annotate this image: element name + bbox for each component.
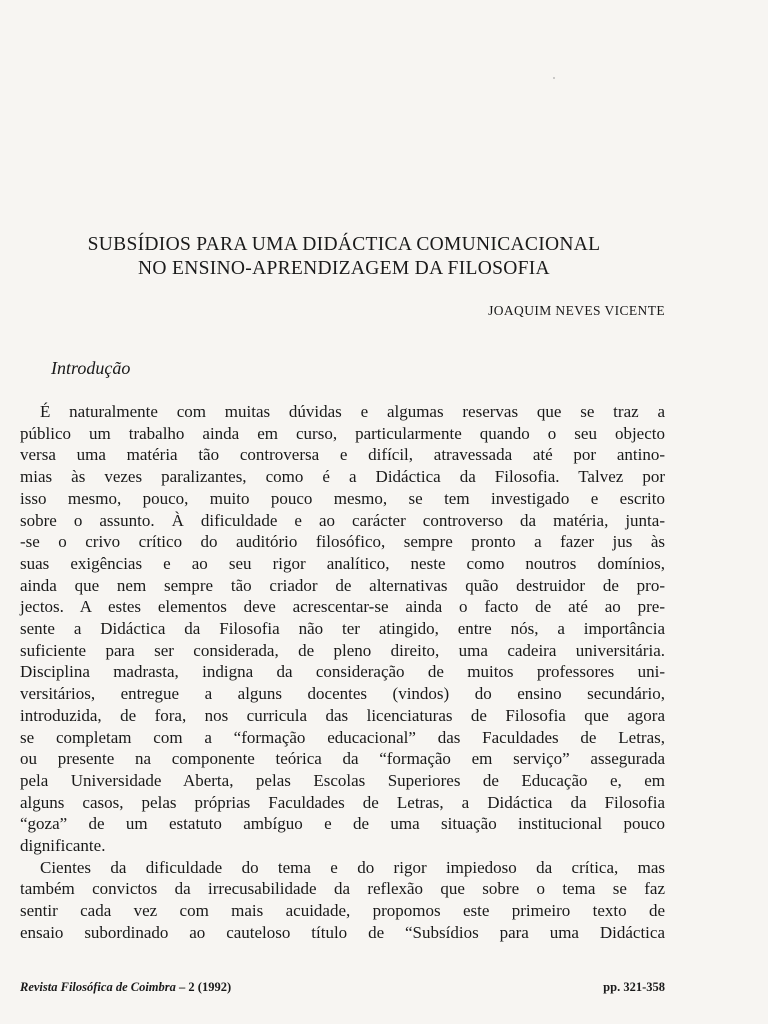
journal-name: Revista Filosófica de Coimbra <box>20 980 176 994</box>
text-line: dignificante. <box>20 836 106 856</box>
author-name: JOAQUIM NEVES VICENTE <box>488 303 665 318</box>
text-line: versa uma matéria tão controversa e difícil, atravessada até por antino- <box>20 445 665 465</box>
text-line: também convictos da irrecusabilidade da reflexão que sobre o tema se faz <box>20 879 665 899</box>
text-line: suficiente para ser considerada, de pleno direito, uma cadeira universitária. <box>20 640 665 660</box>
text-line: “goza” de um estatuto ambíguo e de uma situação institucional pouco <box>20 814 665 834</box>
text-line: ensaio subordinado ao cauteloso título de “Subsídios para uma Didáctica <box>20 922 665 942</box>
journal-citation <box>20 980 231 995</box>
text-line: jectos. A estes elementos deve acrescentar-se ainda o facto de até ao pre- <box>20 597 665 617</box>
scan-speck <box>553 77 555 79</box>
journal-issue: – 2 (1992) <box>175 980 232 994</box>
text-line: Cientes da dificuldade do tema e do rigor impiedoso da crítica, mas <box>40 857 665 877</box>
article-title <box>20 233 668 281</box>
text-line: público um trabalho ainda em curso, particularmente quando o seu objecto <box>20 423 665 443</box>
title-line-2: NO ENSINO-APRENDIZAGEM DA FILOSOFIA <box>138 258 550 279</box>
text-line: É naturalmente com muitas dúvidas e algumas reservas que se traz a <box>40 402 665 421</box>
text-line: ainda que nem sempre tão criador de alternativas quão destruidor de pro- <box>20 575 665 595</box>
text-line: se completam com a “formação educacional” das Faculdades de Letras, <box>20 727 665 747</box>
title-line-1: SUBSÍDIOS PARA UMA DIDÁCTICA COMUNICACIONAL <box>87 234 601 255</box>
text-line: pela Universidade Aberta, pelas Escolas Superiores de Educação e, em <box>20 770 665 790</box>
text-line: sobre o assunto. À dificuldade e ao carácter controverso da matéria, junta- <box>20 510 665 530</box>
paragraph-1 <box>20 401 665 857</box>
article-body <box>20 401 665 944</box>
paragraph-2 <box>20 857 665 944</box>
text-line: suas exigências e ao seu rigor analítico, neste como noutros domínios, <box>20 553 665 573</box>
text-line: ou presente na componente teórica da “formação em serviço” assegurada <box>20 749 665 769</box>
text-line: -se o crivo crítico do auditório filosófico, sempre pronto a fazer jus às <box>20 532 665 552</box>
section-heading: Introdução <box>51 358 131 378</box>
text-line: alguns casos, pelas próprias Faculdades de Letras, a Didáctica da Filosofia <box>20 792 665 812</box>
page-range: pp. 321-358 <box>603 980 665 994</box>
text-line: sentir cada vez com mais acuidade, propomos este primeiro texto de <box>20 901 665 921</box>
text-line: sente a Didáctica da Filosofia não ter atingido, entre nós, a importância <box>20 619 665 639</box>
text-line: isso mesmo, pouco, muito pouco mesmo, se tem investigado e escrito <box>20 488 665 508</box>
text-line: mias às vezes paralizantes, como é a Didáctica da Filosofia. Talvez por <box>20 467 665 487</box>
text-line: introduzida, de fora, nos curricula das licenciaturas de Filosofia que agora <box>20 705 665 725</box>
text-line: Disciplina madrasta, indigna da consideração de muitos professores uni- <box>20 662 665 682</box>
text-line: versitários, entregue a alguns docentes (vindos) do ensino secundário, <box>20 684 665 704</box>
